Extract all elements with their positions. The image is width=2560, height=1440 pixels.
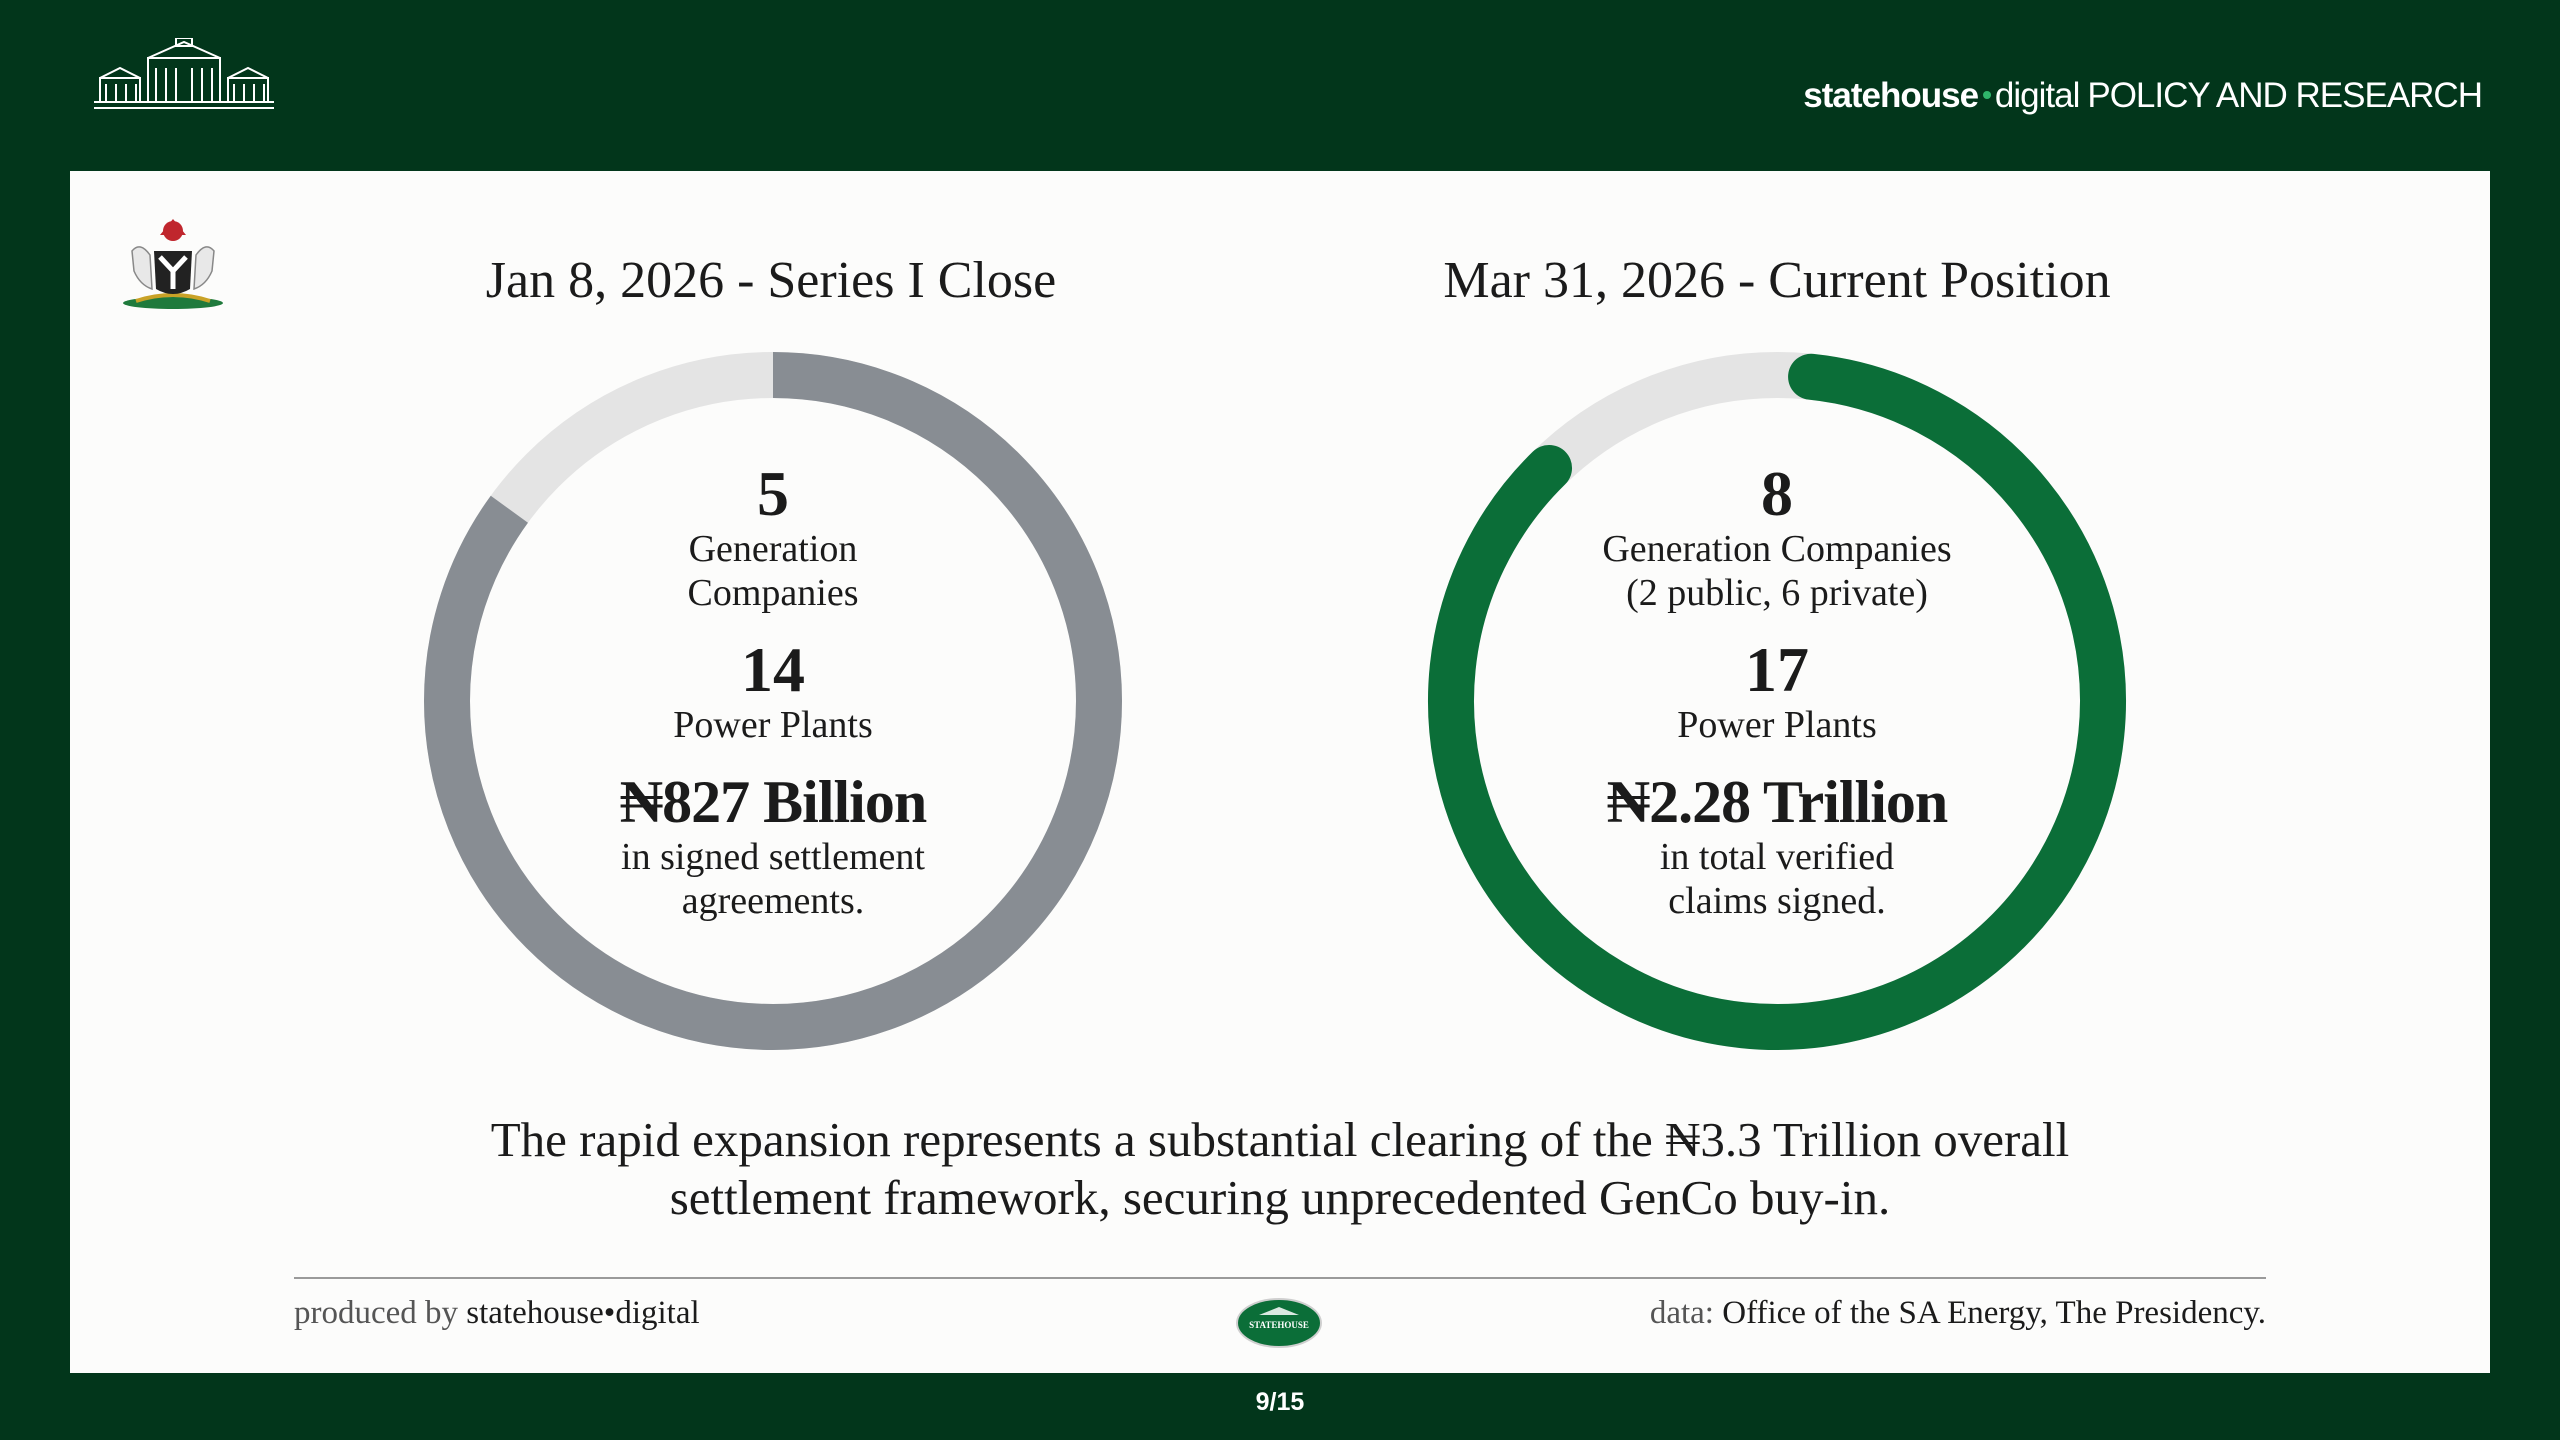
summary-line1: The rapid expansion represents a substantial clearing of the ₦3.3 Trillion overall [490, 1112, 2070, 1167]
statehouse-building-logo-icon [90, 38, 278, 116]
left-plants-count: 14 [741, 634, 805, 705]
badge-text: STATEHOUSE [1249, 1320, 1309, 1330]
brand-digital: digital [1994, 76, 2080, 115]
brand-section: POLICY AND RESEARCH [2087, 76, 2482, 115]
right-plants-label: Power Plants [1677, 704, 1877, 746]
right-companies-line1: Generation Companies [1602, 528, 1952, 570]
coat-of-arms-icon [116, 211, 230, 311]
infographic-card [70, 171, 2490, 1373]
right-panel-stats [1427, 351, 2127, 1051]
right-amount: ₦2.28 Trillion [1606, 769, 1948, 835]
left-plants-label: Power Plants [673, 704, 873, 746]
summary-line2: settlement framework, securing unprecedented GenCo buy-in. [669, 1170, 1891, 1225]
right-plants-count: 17 [1745, 634, 1809, 705]
statehouse-badge-icon [1235, 1297, 1323, 1349]
left-amount: ₦827 Billion [619, 769, 927, 835]
footer-data-text: Office of the SA Energy, The Presidency. [1722, 1295, 2266, 1331]
footer-produced-by [294, 1295, 700, 1332]
left-companies-count: 5 [757, 458, 789, 529]
left-amount-line2: agreements. [681, 880, 865, 922]
footer-data-source [1650, 1295, 2266, 1332]
right-amount-line1: in total verified [1659, 836, 1895, 878]
left-amount-line1: in signed settlement [621, 836, 925, 878]
left-panel-stats [423, 351, 1123, 1051]
footer-produced-brand: statehouse•digital [466, 1295, 700, 1331]
brand-dot-icon: • [1982, 79, 1991, 110]
right-companies-count: 8 [1761, 458, 1793, 529]
page-indicator: 9/15 [1255, 1388, 1305, 1416]
brand-title [1803, 76, 2482, 116]
left-companies-line1: Generation [688, 528, 858, 570]
right-panel-title: Mar 31, 2026 - Current Position [1443, 252, 2111, 309]
right-companies-line2: (2 public, 6 private) [1626, 572, 1928, 614]
footer-divider [294, 1277, 2266, 1279]
summary-text [270, 1111, 2290, 1227]
left-companies-line2: Companies [687, 572, 859, 614]
left-panel-title: Jan 8, 2026 - Series I Close [485, 252, 1057, 309]
right-amount-line2: claims signed. [1668, 880, 1886, 922]
footer-data-prefix: data: [1649, 1295, 1714, 1331]
brand-statehouse: statehouse [1803, 76, 1979, 115]
footer-produced-prefix: produced by [294, 1295, 459, 1331]
